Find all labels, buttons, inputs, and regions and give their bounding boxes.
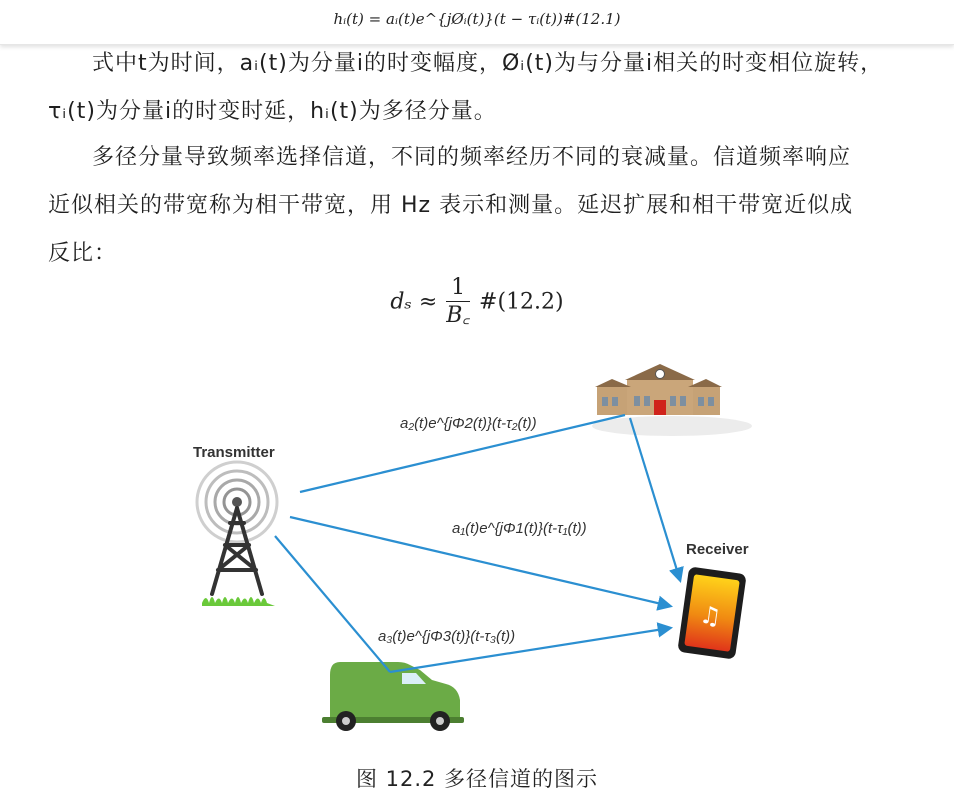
paragraph-2-line-3: 反比： (48, 241, 118, 266)
equation-12-1: hᵢ(t) = aᵢ(t)e^{jØᵢ(t)}(t − τᵢ(t))#(12.1) (333, 10, 621, 28)
equation-lhs: dₛ ≈ (390, 289, 438, 315)
path-2-label: a₂(t)e^{jΦ2(t)}(t-τ₂(t)) (400, 415, 537, 432)
phone-icon (677, 566, 746, 659)
transmitter-tower-icon (197, 462, 277, 606)
equation-numerator: 1 (446, 275, 470, 302)
receiver-label: Receiver (686, 541, 749, 558)
multipath-diagram (0, 340, 954, 770)
paragraph-2-line-1: 多径分量导致频率选择信道，不同的频率经历不同的衰减量。信道频率响应 (92, 145, 852, 170)
paragraph-1-line-2: τᵢ(t)为分量i的时变时延，hᵢ(t)为多径分量。 (48, 99, 497, 124)
paragraph-2 (48, 134, 908, 278)
path-2-arrow-b (630, 418, 680, 580)
equation-12-2 (0, 275, 954, 330)
transmitter-label: Transmitter (193, 444, 275, 461)
equation-tag: #(12.2) (479, 289, 564, 315)
paragraph-2-line-2: 近似相关的带宽称为相干带宽，用 Hz 表示和测量。延迟扩展和相干带宽近似成 (48, 193, 854, 218)
svg-text:♫: ♫ (697, 600, 723, 632)
path-3-arrow-a (275, 536, 390, 672)
paragraph-1 (48, 40, 908, 136)
building-icon (592, 364, 752, 436)
equation-fraction (446, 275, 470, 330)
equation-header-bar (0, 0, 954, 45)
equation-denominator: B꜀ (446, 303, 471, 328)
figure-caption: 图 12.2 多径信道的图示 (355, 767, 599, 791)
path-1-label: a₁(t)e^{jΦ1(t)}(t-τ₁(t)) (452, 520, 587, 537)
paragraph-1-line-1: 式中t为时间，aᵢ(t)为分量i的时变幅度，Øᵢ(t)为与分量i相关的时变相位旋转， (92, 51, 884, 76)
path-3-label: a₃(t)e^{jΦ3(t)}(t-τ₃(t)) (378, 628, 516, 645)
